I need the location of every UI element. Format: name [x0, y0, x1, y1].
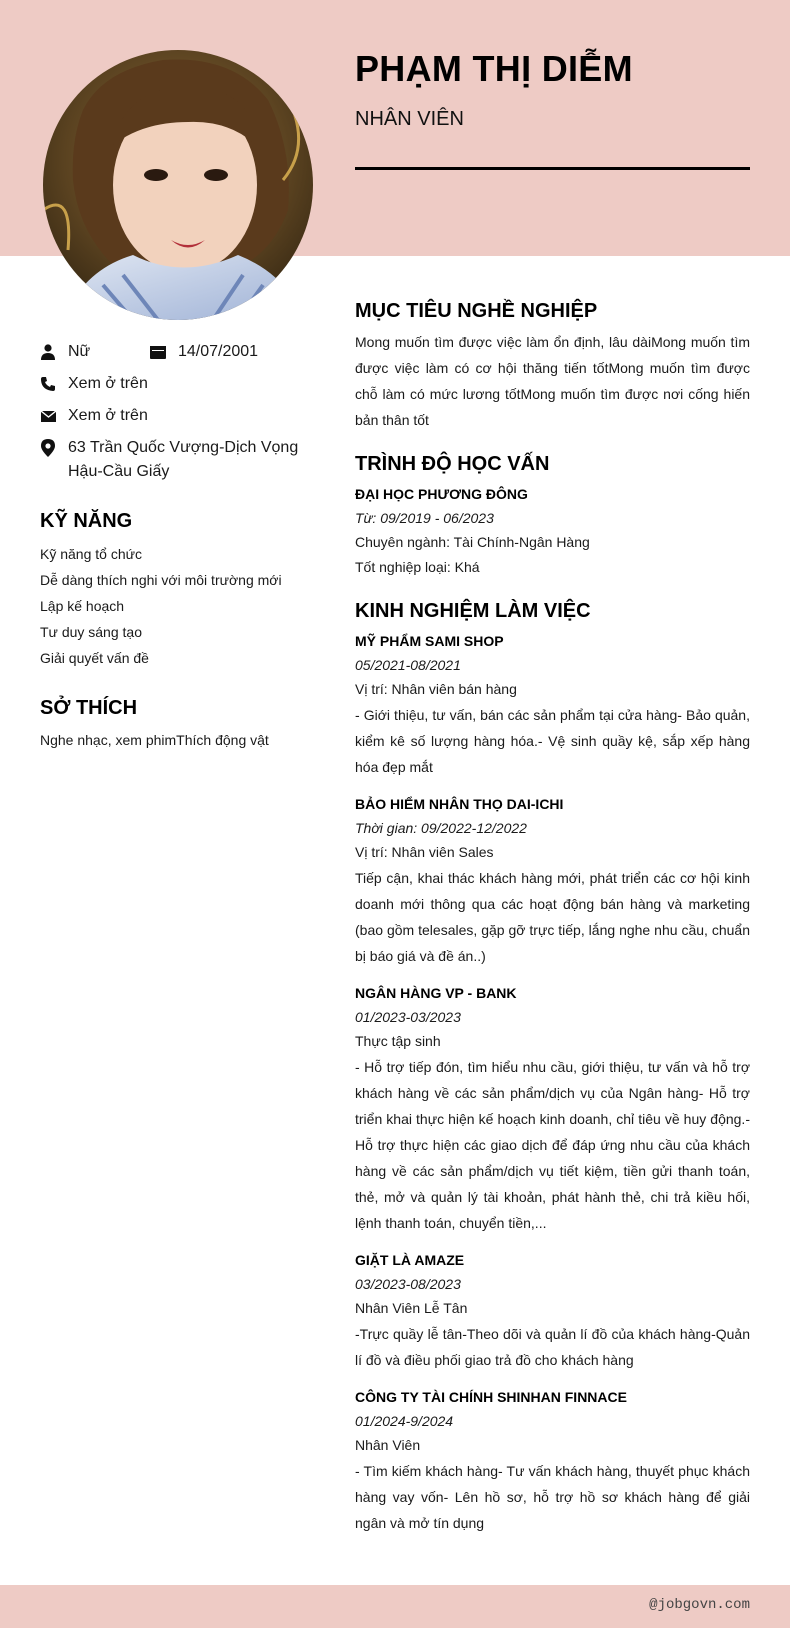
hobbies-text: Nghe nhạc, xem phimThích động vật: [40, 732, 269, 748]
phone-value: Xem ở trên: [68, 375, 148, 392]
skill-item: Dễ dàng thích nghi với môi trường mới: [40, 572, 282, 588]
objective-text: Mong muốn tìm được việc làm ổn định, lâu dàiMong muốn tìm được việc làm có cơ hội thăng tiến tốtMong muốn tìm được chỗ làm có mức lương tốtMong muốn tìm được nơi cống hiến bản thân tốt: [355, 334, 750, 428]
education-period: Từ: 09/2019 - 06/2023: [355, 510, 494, 526]
job-company: CÔNG TY TÀI CHÍNH SHINHAN FINNACE: [355, 1389, 627, 1405]
job-company: GIẶT LÀ AMAZE: [355, 1252, 465, 1268]
hobbies-title: SỞ THÍCH: [40, 697, 138, 719]
education-major: Chuyên ngành: Tài Chính-Ngân Hàng: [355, 534, 590, 550]
email-row: [40, 404, 320, 428]
job-description: - Hỗ trợ tiếp đón, tìm hiểu nhu cầu, giới thiệu, tư vấn và hỗ trợ khách hàng về các sản phẩm/dịch vụ của Ngân hàng- Hỗ trợ triển khai thực hiện kế hoạch kinh doanh, chỉ tiêu về huy động.- Hỗ trợ thực hiện các giao dịch để đáp ứng nhu cầu của khách hàng về các sản phẩm/dịch vụ tiết kiệm, tiền gửi thanh toán, thẻ, mở và quản lý tài khoản, phát hành thẻ, chi trả kiều hối, lệnh thanh toán, chuyển tiền,...: [355, 1059, 750, 1231]
job-period: 03/2023-08/2023: [355, 1276, 461, 1292]
candidate-position: NHÂN VIÊN: [355, 108, 464, 130]
job-entry: [355, 981, 750, 1236]
job-role: Nhân Viên Lễ Tân: [355, 1300, 468, 1316]
experience-title: KINH NGHIỆM LÀM VIỆC: [355, 600, 591, 622]
job-description: - Giới thiệu, tư vấn, bán các sản phẩm tại cửa hàng- Bảo quản, kiểm kê số lượng hàng hóa.- Vệ sinh quầy kệ, sắp xếp hàng hóa đẹp mắt: [355, 707, 750, 775]
skills-title: KỸ NĂNG: [40, 510, 133, 532]
header-divider: [355, 167, 750, 170]
job-entry: [355, 1248, 750, 1373]
school-name: ĐẠI HỌC PHƯƠNG ĐÔNG: [355, 486, 528, 502]
address-row: [40, 436, 320, 484]
job-role: Nhân Viên: [355, 1437, 421, 1453]
job-description: -Trực quầy lễ tân-Theo dõi và quản lí đồ của khách hàng-Quản lí đồ và điều phối giao trả đồ cho khách hàng: [355, 1326, 750, 1368]
skill-item: Giải quyết vấn đề: [40, 650, 149, 666]
right-column: [355, 300, 750, 1548]
job-company: MỸ PHẨM SAMI SHOP: [355, 633, 504, 649]
email-value: Xem ở trên: [68, 407, 148, 424]
phone-row: [40, 372, 320, 396]
calendar-icon: [150, 340, 166, 364]
skill-item: Tư duy sáng tạo: [40, 624, 142, 640]
footer-watermark: @jobgovn.com: [649, 1597, 750, 1613]
address-value: 63 Trần Quốc Vượng-Dịch Vọng Hậu-Cầu Giấy: [68, 439, 299, 480]
location-icon: [40, 436, 56, 460]
job-company: BẢO HIỂM NHÂN THỌ DAI-ICHI: [355, 796, 564, 812]
job-period: Thời gian: 09/2022-12/2022: [355, 820, 527, 836]
job-role: Vị trí: Nhân viên bán hàng: [355, 681, 517, 697]
phone-icon: [40, 372, 56, 396]
skill-item: Lập kế hoạch: [40, 598, 125, 614]
gender-value: Nữ: [68, 343, 91, 360]
mail-icon: [40, 404, 56, 428]
job-period: 01/2023-03/2023: [355, 1009, 461, 1025]
job-company: NGÂN HÀNG VP - BANK: [355, 985, 517, 1001]
skills-list: [40, 541, 320, 671]
candidate-name: PHẠM THỊ DIỄM: [355, 48, 633, 89]
job-entry: [355, 1385, 750, 1536]
job-entry: [355, 629, 750, 780]
job-entry: [355, 792, 750, 969]
job-description: Tiếp cận, khai thác khách hàng mới, phát triển các cơ hội kinh doanh mới thông qua các hoạt động bán hàng và marketing (bao gồm telesales, gặp gỡ trực tiếp, lắng nghe nhu cầu, chuẩn bị báo giá và đề án..): [355, 870, 750, 964]
job-role: Thực tập sinh: [355, 1033, 441, 1049]
person-icon: [40, 340, 56, 364]
education-grade: Tốt nghiệp loại: Khá: [355, 559, 480, 575]
education-title: TRÌNH ĐỘ HỌC VẤN: [355, 453, 550, 475]
job-role: Vị trí: Nhân viên Sales: [355, 844, 494, 860]
left-column: [40, 340, 320, 752]
objective-title: MỤC TIÊU NGHỀ NGHIỆP: [355, 300, 598, 322]
gender-dob-row: [40, 340, 320, 364]
dob-value: 14/07/2001: [178, 343, 259, 360]
job-period: 01/2024-9/2024: [355, 1413, 454, 1429]
profile-photo: [43, 50, 313, 320]
job-description: - Tìm kiếm khách hàng- Tư vấn khách hàng, thuyết phục khách hàng vay vốn- Lên hồ sơ, hỗ trợ hồ sơ khách hàng để giải ngân và mở tín dụng: [355, 1463, 750, 1531]
skill-item: Kỹ năng tổ chức: [40, 546, 142, 562]
job-period: 05/2021-08/2021: [355, 657, 461, 673]
